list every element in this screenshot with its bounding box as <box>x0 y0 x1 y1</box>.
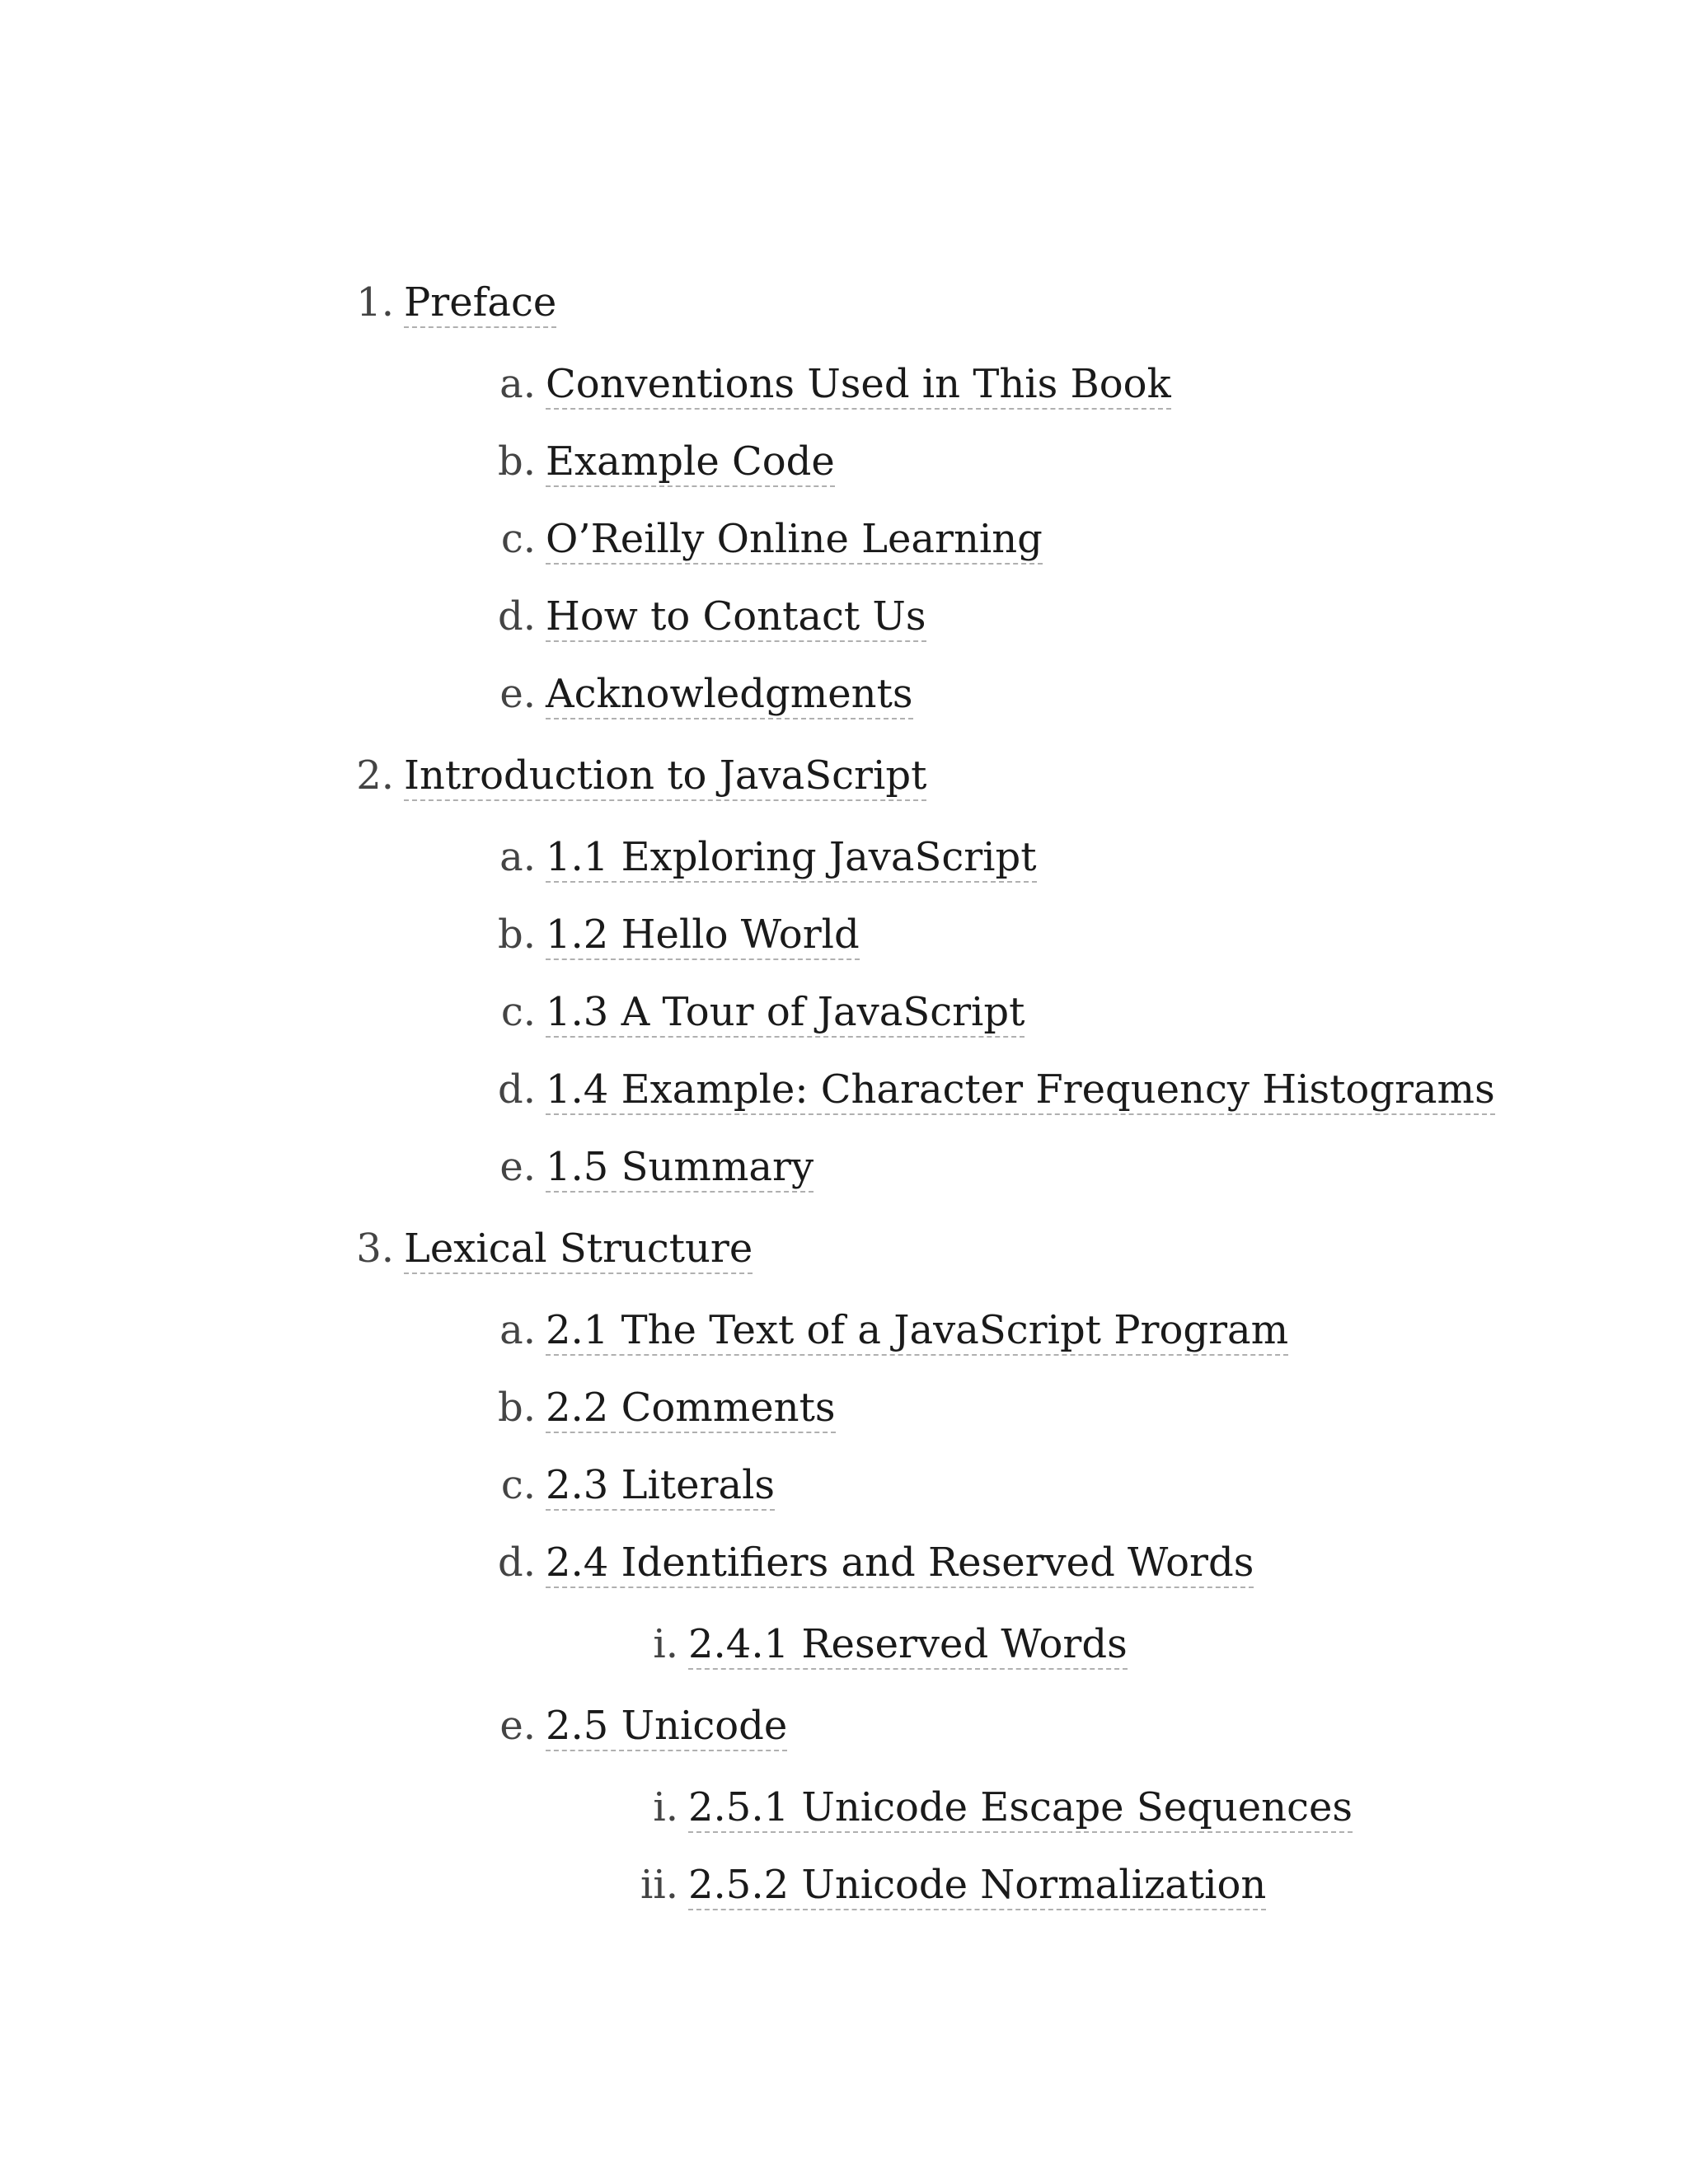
toc-link-lexical-structure[interactable]: Lexical Structure <box>404 1220 753 1274</box>
toc-item-contact-us <box>498 588 926 645</box>
toc-link-preface[interactable]: Preface <box>404 274 556 328</box>
toc-item-2-4 <box>498 1534 1254 1591</box>
toc-item-2-5 <box>499 1697 788 1755</box>
list-marker: b. <box>498 1385 536 1431</box>
list-marker: a. <box>499 834 536 880</box>
list-marker: e. <box>499 1703 536 1749</box>
toc-item-lexical-structure <box>356 1220 753 1277</box>
toc-item-1-3 <box>500 983 1025 1041</box>
toc-item-example-code <box>498 433 835 490</box>
list-marker: e. <box>499 1144 536 1190</box>
toc-link-2-5[interactable]: 2.5 Unicode <box>546 1697 787 1751</box>
toc-link-1-4[interactable]: 1.4 Example: Character Frequency Histograms <box>546 1061 1495 1115</box>
toc-item-1-4 <box>498 1061 1495 1118</box>
list-marker: d. <box>498 593 536 640</box>
toc-link-introduction[interactable]: Introduction to JavaScript <box>404 747 926 801</box>
list-marker: b. <box>498 438 536 485</box>
toc-item-online-learning <box>500 510 1043 568</box>
list-marker: 1. <box>356 279 394 326</box>
toc-link-example-code[interactable]: Example Code <box>546 433 835 487</box>
list-marker: c. <box>500 516 536 562</box>
toc-item-2-1 <box>499 1301 1289 1359</box>
toc-link-online-learning[interactable]: O’Reilly Online Learning <box>546 510 1043 565</box>
toc-link-2-1[interactable]: 2.1 The Text of a JavaScript Program <box>546 1301 1288 1356</box>
toc-link-2-3[interactable]: 2.3 Literals <box>546 1456 775 1511</box>
toc-link-acknowledgments[interactable]: Acknowledgments <box>546 665 913 719</box>
toc-link-contact-us[interactable]: How to Contact Us <box>546 588 926 642</box>
toc-link-1-2[interactable]: 1.2 Hello World <box>546 906 860 960</box>
toc-item-introduction <box>356 747 927 804</box>
list-marker: d. <box>498 1540 536 1586</box>
toc-link-1-1[interactable]: 1.1 Exploring JavaScript <box>546 828 1037 883</box>
toc-item-1-5 <box>499 1138 814 1196</box>
list-marker: 3. <box>356 1226 394 1272</box>
list-marker: 2. <box>356 752 394 799</box>
toc-link-2-5-2[interactable]: 2.5.2 Unicode Normalization <box>688 1856 1266 1910</box>
toc-item-2-3 <box>500 1456 776 1514</box>
list-marker: a. <box>499 1307 536 1353</box>
toc-link-1-5[interactable]: 1.5 Summary <box>546 1138 814 1193</box>
toc-link-2-4-1[interactable]: 2.4.1 Reserved Words <box>688 1615 1128 1670</box>
list-marker: ii. <box>640 1862 678 1908</box>
list-marker: e. <box>499 671 536 717</box>
toc-link-2-4[interactable]: 2.4 Identifiers and Reserved Words <box>546 1534 1254 1588</box>
list-marker: c. <box>500 989 536 1035</box>
list-marker: d. <box>498 1066 536 1113</box>
toc-item-preface <box>356 274 557 331</box>
toc-item-2-4-1 <box>653 1615 1128 1673</box>
toc-link-1-3[interactable]: 1.3 A Tour of JavaScript <box>546 983 1025 1038</box>
toc-item-acknowledgments <box>499 665 913 723</box>
toc-item-2-2 <box>498 1379 836 1436</box>
toc-item-1-1 <box>499 828 1037 886</box>
list-marker: c. <box>500 1462 536 1508</box>
list-marker: i. <box>653 1784 678 1830</box>
toc-link-conventions[interactable]: Conventions Used in This Book <box>546 355 1171 410</box>
toc-link-2-5-1[interactable]: 2.5.1 Unicode Escape Sequences <box>688 1779 1353 1833</box>
toc-link-2-2[interactable]: 2.2 Comments <box>546 1379 836 1433</box>
toc-item-2-5-1 <box>653 1779 1353 1836</box>
list-marker: b. <box>498 912 536 958</box>
list-marker: a. <box>499 361 536 407</box>
list-marker: i. <box>653 1621 678 1667</box>
toc-item-conventions <box>499 355 1171 413</box>
toc-item-2-5-2 <box>640 1856 1267 1914</box>
toc-item-1-2 <box>498 906 860 963</box>
